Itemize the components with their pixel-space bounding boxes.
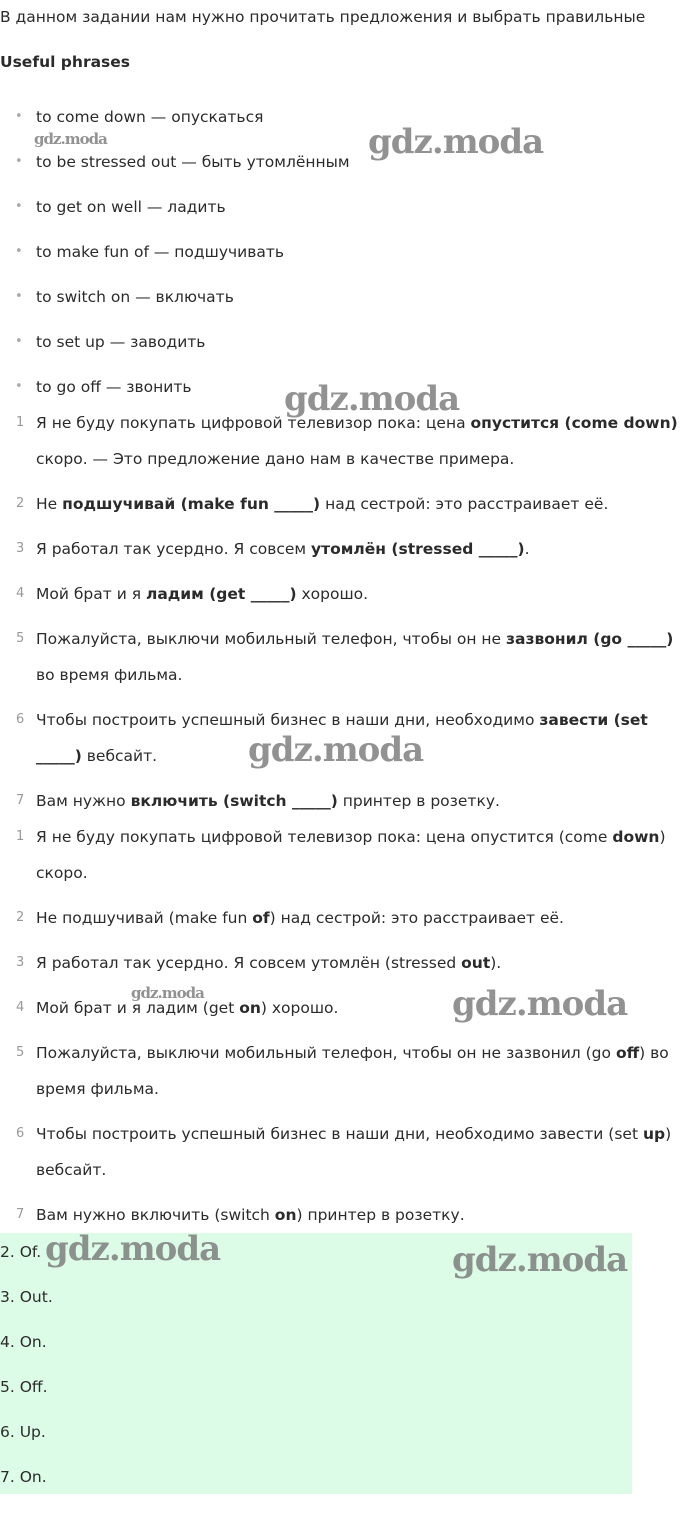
task-highlight: включить (switch _____) [130, 792, 338, 810]
task-text: хорошо. [296, 585, 369, 603]
solution-answer: of [252, 909, 270, 927]
task-highlight: завести (set _____) [36, 711, 648, 765]
watermark: gdz.moda [45, 1229, 221, 1269]
task-item [0, 621, 680, 693]
solution-text: Чтобы построить успешный бизнес в наши дни, необходимо завести (set [36, 1125, 643, 1143]
task-number: 4 [16, 586, 25, 601]
task-number: 6 [16, 712, 25, 727]
phrase-item: • to switch on — включать [0, 287, 680, 332]
task-text: Я не буду покупать цифровой телевизор пока: цена [36, 414, 471, 432]
solution-item [0, 945, 680, 981]
task-item [0, 783, 680, 819]
task-highlight: зазвонил (go _____) [506, 630, 674, 648]
solution-list [0, 819, 680, 1242]
solution-text: Пожалуйста, выключи мобильный телефон, чтобы он не зазвонил (go [36, 1044, 616, 1062]
intro-text: В данном задании нам нужно прочитать предложения и выбрать правильные [0, 8, 646, 26]
solution-number: 4 [16, 1000, 25, 1015]
solution-number: 3 [16, 955, 25, 970]
solution-item [0, 900, 680, 936]
phrase-item: • to be stressed out — быть утомлённым [0, 152, 680, 197]
task-number: 1 [16, 415, 25, 430]
solution-text: ) над сестрой: это расстраивает её. [269, 909, 564, 927]
solution-number: 7 [16, 1207, 25, 1222]
solution-number: 1 [16, 829, 25, 844]
task-highlight: утомлён (stressed _____) [311, 540, 525, 558]
task-text: скоро. — Это предложение дано нам в качестве примера. [36, 450, 515, 468]
task-number: 7 [16, 793, 25, 808]
task-text: Мой брат и я [36, 585, 146, 603]
solution-text: ) принтер в розетку. [296, 1206, 465, 1224]
task-text: . [524, 540, 530, 558]
task-text: Вам нужно [36, 792, 131, 810]
solution-text: Я работал так усердно. Я совсем утомлён (stressed [36, 954, 462, 972]
phrase-item: • to make fun of — подшучивать [0, 242, 680, 287]
solution-text: ) вебсайт. [36, 1125, 672, 1179]
answer-line: 5. Off. [0, 1378, 48, 1396]
task-number: 3 [16, 541, 25, 556]
solution-answer: on [274, 1206, 297, 1224]
task-text: вебсайт. [81, 747, 158, 765]
phrase-item: • to come down — опускаться [0, 107, 680, 152]
solution-item [0, 1116, 680, 1188]
task-number: 2 [16, 496, 25, 511]
answer-line: 4. On. [0, 1333, 47, 1351]
solution-item [0, 819, 680, 891]
task-text: во время фильма. [36, 666, 183, 684]
watermark: gdz.moda [248, 730, 424, 770]
solution-text: Я не буду покупать цифровой телевизор пока: цена опустится (come [36, 828, 613, 846]
solution-text: ). [490, 954, 502, 972]
solution-number: 6 [16, 1126, 25, 1141]
solution-answer: out [461, 954, 491, 972]
solution-text: ) во время фильма. [36, 1044, 669, 1098]
phrase-item: • to go off — звонить [0, 377, 680, 422]
phrase-list [0, 107, 680, 422]
solution-text: ) скоро. [36, 828, 666, 882]
task-text: Не [36, 495, 63, 513]
task-item [0, 531, 680, 567]
solution-answer: on [239, 999, 261, 1017]
solution-number: 5 [16, 1045, 25, 1060]
task-highlight: подшучивай (make fun _____) [62, 495, 321, 513]
solution-item [0, 1197, 680, 1233]
watermark: gdz.moda [452, 1240, 628, 1280]
watermark: gdz.moda [452, 984, 628, 1024]
solution-text: Вам нужно включить (switch [36, 1206, 275, 1224]
task-text: Чтобы построить успешный бизнес в наши дни, необходимо [36, 711, 540, 729]
solution-number: 2 [16, 910, 25, 925]
task-text: Я работал так усердно. Я совсем [36, 540, 312, 558]
watermark: gdz.moda [368, 122, 544, 162]
answer-line: 6. Up. [0, 1423, 46, 1441]
answer-line: 7. On. [0, 1468, 47, 1486]
task-item [0, 486, 680, 522]
task-highlight: опустится (come down) [470, 414, 678, 432]
phrase-item: • to get on well — ладить [0, 197, 680, 242]
task-text: Пожалуйста, выключи мобильный телефон, чтобы он не [36, 630, 506, 648]
answer-line: 3. Out. [0, 1288, 53, 1306]
solution-answer: up [642, 1125, 666, 1143]
solution-answer: off [615, 1044, 640, 1062]
solution-text: Не подшучивай (make fun [36, 909, 253, 927]
solution-answer: down [612, 828, 660, 846]
watermark: gdz.moda [131, 984, 204, 1002]
section-heading: Useful phrases [0, 53, 131, 71]
answer-line: 2. Of. [0, 1243, 42, 1261]
task-text: над сестрой: это расстраивает её. [320, 495, 609, 513]
watermark: gdz.moda [34, 130, 107, 148]
solution-text: Мой брат и я ладим (get [36, 999, 240, 1017]
task-number: 5 [16, 631, 25, 646]
phrase-item: • to set up — заводить [0, 332, 680, 377]
solution-item [0, 1035, 680, 1107]
solution-text: ) хорошо. [260, 999, 339, 1017]
watermark: gdz.moda [284, 379, 460, 419]
task-text: принтер в розетку. [337, 792, 500, 810]
task-item [0, 576, 680, 612]
task-highlight: ладим (get _____) [145, 585, 297, 603]
